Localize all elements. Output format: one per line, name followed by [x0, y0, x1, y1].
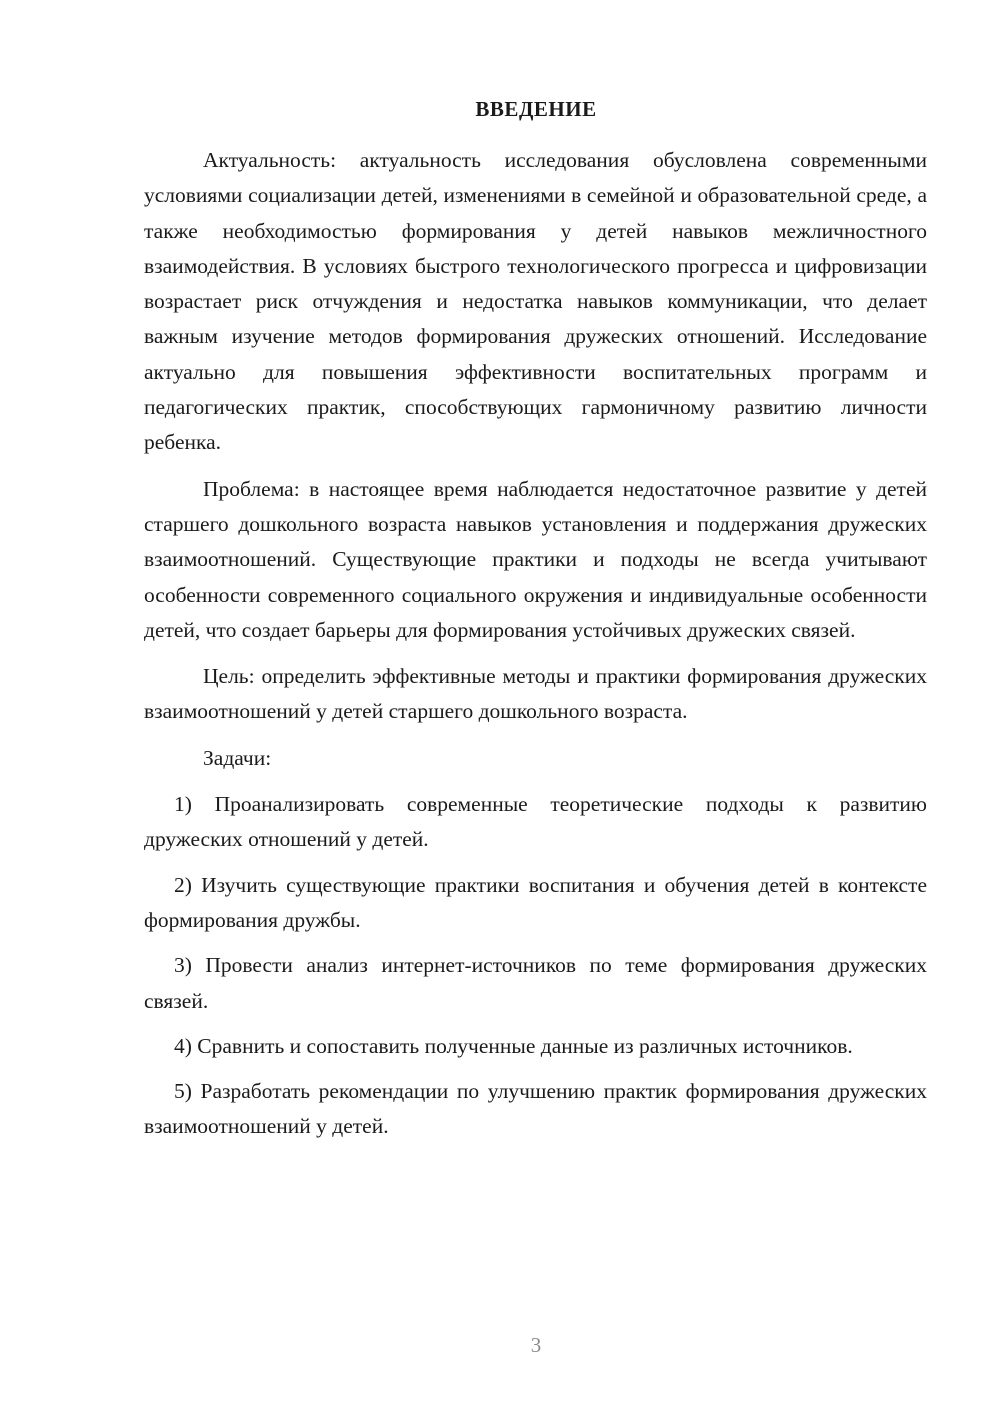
task-item: 5) Разработать рекомендации по улучшению практик формирования дружеских взаимоотношений у детей.	[144, 1079, 927, 1139]
page-number: 3	[530, 1333, 542, 1357]
task-item: 4) Сравнить и сопоставить полученные данные из различных источников.	[174, 1033, 853, 1058]
goal-paragraph: Цель: определить эффективные методы и практики формирования дружеских взаимоотношений у детей старшего дошкольного возраста.	[144, 664, 927, 724]
task-item: 1) Проанализировать современные теоретические подходы к развитию дружеских отношений у детей.	[144, 792, 927, 852]
relevance-paragraph: Актуальность: актуальность исследования обусловлена современными условиями социализации детей, изменениями в семейной и образовательной среде, а также необходимостью формирования у детей навыков межличностного взаимодействия. В условиях быстрого технологического прогресса и цифровизации возрастает риск отчуждения и недостатка навыков коммуникации, что делает важным изучение методов формирования дружеских отношений. Исследование актуально для повышения эффективности воспитательных программ и педагогических практик, способствующих гармоничному развитию личности ребенка.	[144, 148, 927, 455]
body-text	[144, 143, 927, 1155]
problem-paragraph: Проблема: в настоящее время наблюдается недостаточное развитие у детей старшего дошкольного возраста навыков установления и поддержания дружеских взаимоотношений. Существующие практики и подходы не всегда учитывают особенности современного социального окружения и индивидуальные особенности детей, что создает барьеры для формирования устойчивых дружеских связей.	[144, 476, 927, 642]
task-item: 3) Провести анализ интернет-источников по теме формирования дружеских связей.	[144, 953, 927, 1013]
task-item: 2) Изучить существующие практики воспитания и обучения детей в контексте формирования дружбы.	[144, 872, 927, 932]
section-heading: ВВЕДЕНИЕ	[475, 97, 597, 121]
tasks-label: Задачи:	[203, 745, 272, 770]
